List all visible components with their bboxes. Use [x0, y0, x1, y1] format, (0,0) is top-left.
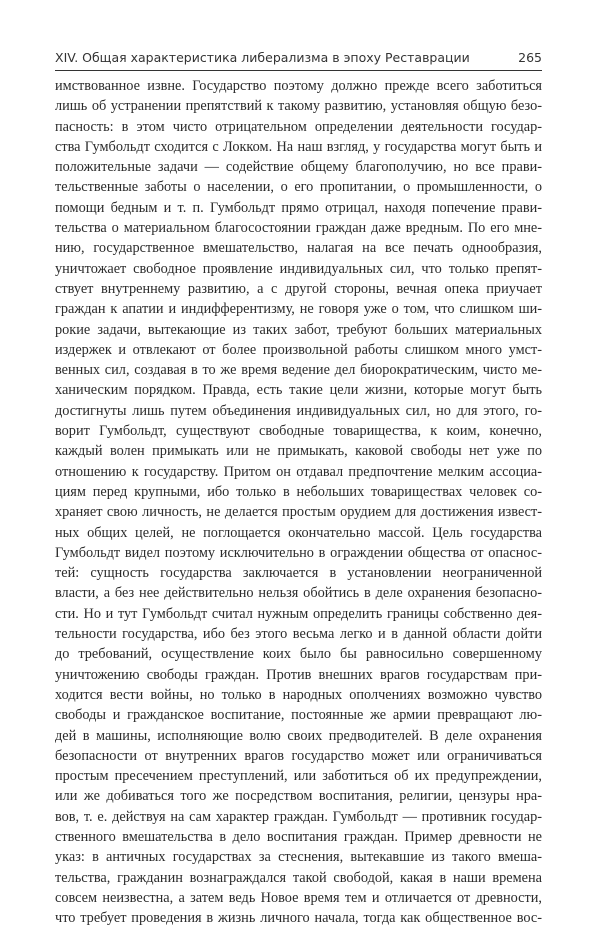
text-line: или же добиваться того же посредством воспитания, религии, цензуры нра- — [55, 788, 542, 805]
text-line: граждан к апатии и индифферентизму, не говоря уже о том, что слишком ши- — [55, 301, 542, 318]
text-line: что требует проведения в жизнь личного начала, тогда как общественное вос- — [55, 910, 542, 927]
page-number: 265 — [518, 50, 542, 65]
text-line: уничтожает свободное проявление индивидуальных сил, что только препят- — [55, 260, 542, 277]
text-line: ворит Гумбольдт, существуют свободные товарищества, к коим, конечно, — [55, 423, 542, 440]
text-line: безопасности от внутренних врагов государство может или ограничиваться — [55, 747, 542, 764]
text-line: имствованное извне. Государство поэтому должно прежде всего заботиться — [55, 78, 542, 94]
text-line: тельности государства, ибо без этого весьма легко и в данной области дойти — [55, 626, 542, 643]
text-line: рокие задачи, вытекающие из таких забот, требуют больших материальных — [55, 321, 542, 338]
text-line: пасность: в этом чисто отрицательном определении деятельности государ- — [55, 118, 542, 135]
text-line: отношению к государству. Притом он отдавал предпочтение мелким ассоциа- — [55, 463, 542, 480]
text-line: ствует внутреннему развитию, а с другой стороны, вечная опека приучает — [55, 280, 542, 297]
text-line: циям перед крупными, ибо только в небольших товариществах человек со- — [55, 483, 542, 500]
text-line: венных сил, создавая в то же время ведение дел биорократическим, чисто ме- — [55, 362, 542, 379]
body-text — [55, 76, 542, 928]
header-rule — [55, 70, 542, 71]
text-line: дей в машины, исполняющие волю своих предводителей. В деле охранения — [55, 727, 542, 744]
text-line: тельства, гражданин вознаграждался такой свободой, какая в наши времена — [55, 869, 542, 886]
text-line: помощи бедным и т. п. Гумбольдт прямо отрицал, находя попечение прави- — [55, 199, 542, 216]
text-line: нию, государственное вмешательство, налагая на все печать однообразия, — [55, 240, 542, 257]
text-line: ханическим порядком. Правда, есть такие цели жизни, которые могут быть — [55, 382, 542, 399]
text-line: ства Гумбольдт сходится с Локком. На наш взгляд, у государства могут быть и — [55, 138, 542, 155]
text-line: ственного вмешательства в дело воспитания граждан. Пример древности не — [55, 828, 542, 845]
text-line: до требований, осуществление коих было бы равносильно совершенному — [55, 646, 542, 663]
text-line: свободы и гражданское воспитание, постоянные же армии превращают лю- — [55, 707, 542, 724]
running-head — [55, 50, 542, 70]
text-line: тей: сущность государства заключается в установлении неограниченной — [55, 565, 542, 582]
text-line: тельства о материальном благосостоянии граждан даже вредным. По его мне- — [55, 220, 542, 237]
text-line: каждый волен примыкать или не примыкать, каковой свободы нет уже по — [55, 443, 542, 460]
text-line: совсем неизвестна, а затем ведь Новое время тем и отличается от древности, — [55, 889, 542, 906]
chapter-title: XIV. Общая характеристика либерализма в эпоху Реставрации — [55, 50, 470, 65]
text-line: положительные задачи — содействие общему благополучию, но все прави- — [55, 159, 542, 176]
text-line: сти. Но и тут Гумбольдт считал нужным определить границы собственно дея- — [55, 605, 542, 622]
text-line: издержек и отвлекают от более произвольной работы слишком много умст- — [55, 341, 542, 358]
text-line: лишь об устранении препятствий к такому развитию, установляя общую безо- — [55, 98, 542, 115]
text-line: власти, а без нее действительно нельзя обойтись в деле охранения безопасно- — [55, 585, 542, 602]
text-line: ных общих целей, не поглощается окончательно массой. Цель государства — [55, 524, 542, 541]
text-line: простым пресечением преступлений, или заботиться об их предупреждении, — [55, 768, 542, 785]
text-line: указ: в античных государствах за стеснения, вытекавшие из такого вмеша- — [55, 849, 542, 866]
text-line: Гумбольдт видел поэтому исключительно в ограждении общества от опаснос- — [55, 544, 542, 561]
text-line: достигнуты лишь путем объединения индивидуальных сил, но для этого, го- — [55, 402, 542, 419]
text-line: вов, т. е. действуя на сам характер граждан. Гумбольдт — противник государ- — [55, 808, 542, 825]
text-line: тельственные заботы о населении, о его пропитании, о промышленности, о — [55, 179, 542, 196]
text-line: ходится вести войны, но только в народных ополчениях возможно чувство — [55, 686, 542, 703]
text-line: уничтожению свободы граждан. Против внешних врагов государствам при- — [55, 666, 542, 683]
text-line: храняет свою личность, не делается простым орудием для достижения извест- — [55, 504, 542, 521]
